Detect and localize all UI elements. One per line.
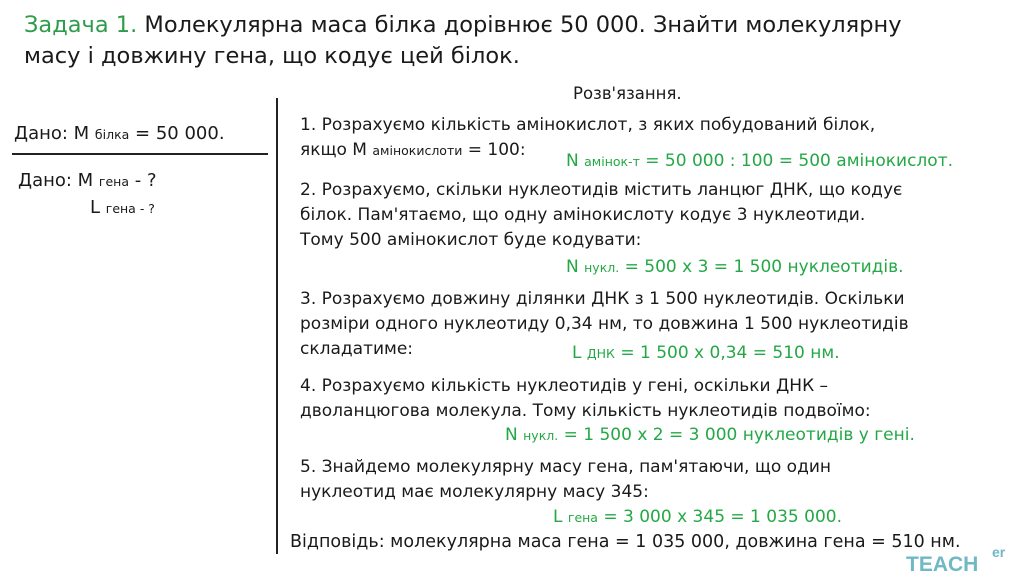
find-gene-length	[90, 197, 155, 218]
result-2	[566, 257, 904, 277]
step-3-line1: 3. Розрахуємо довжину ділянки ДНК з 1 500 нуклеотидів. Оскільки	[300, 289, 905, 309]
logo-graphic	[904, 544, 1018, 574]
step-5-line2: нуклеотид має молекулярну масу 345:	[300, 482, 649, 502]
result-4-prefix: N	[505, 425, 524, 445]
teacher-logo	[904, 544, 1018, 574]
task-label: Задача 1.	[24, 12, 138, 38]
find-subscript: гена	[98, 174, 130, 189]
find-length-prefix: L	[90, 197, 106, 218]
step-1-subscript: амінокислоти	[372, 143, 463, 158]
result-2-prefix: N	[566, 257, 585, 277]
step-4-line2: дволанцюгова молекула. Тому кількість нуклеотидів подвоїмо:	[300, 401, 871, 421]
step-2-line3: Тому 500 амінокислот буде кодувати:	[300, 230, 642, 250]
result-3	[572, 343, 840, 363]
step-4-line1: 4. Розрахуємо кількість нуклеотидів у гені, оскільки ДНК –	[300, 376, 829, 396]
given-protein-mass	[14, 123, 225, 144]
task-title-line2: масу і довжину гена, що кодує цей білок.	[24, 43, 520, 69]
find-length-subscript: гена - ?	[105, 201, 155, 216]
given-subscript: білка	[94, 127, 130, 142]
step-1-line1: 1. Розрахуємо кількість амінокислот, з яких побудований білок,	[300, 115, 876, 135]
task-title-line1: Молекулярна маса білка дорівнює 50 000. Знайти молекулярну	[144, 12, 902, 38]
result-5	[553, 507, 842, 527]
result-2-subscript: нукл.	[584, 260, 620, 275]
find-gene-mass	[18, 170, 157, 191]
step-2-line1: 2. Розрахуємо, скільки нуклеотидів містить ланцюг ДНК, що кодує	[300, 180, 903, 200]
step-4	[300, 374, 871, 424]
result-2-value: = 500 х 3 = 1 500 нуклеотидів.	[619, 257, 904, 277]
task-title	[24, 10, 902, 72]
step-1-prefix: якщо М	[300, 140, 373, 160]
step-5	[300, 455, 831, 505]
given-divider	[12, 153, 268, 155]
result-3-prefix: L	[572, 343, 587, 363]
result-1	[566, 151, 953, 171]
logo-text-main: TEACH	[906, 553, 979, 574]
result-4-subscript: нукл.	[523, 428, 559, 443]
step-2	[300, 178, 902, 253]
find-prefix: Дано: М	[18, 170, 99, 191]
given-value: = 50 000.	[129, 123, 225, 144]
result-3-value: = 1 500 х 0,34 = 510 нм.	[614, 343, 840, 363]
result-1-value: = 50 000 : 100 = 500 амінокислот.	[639, 151, 953, 171]
result-5-prefix: L	[553, 507, 568, 527]
result-5-subscript: гена	[567, 510, 598, 525]
step-3-line3: складатиме:	[300, 339, 414, 359]
given-prefix: Дано: М	[14, 123, 95, 144]
step-3-line2: розміри одного нуклеотиду 0,34 нм, то довжина 1 500 нуклеотидів	[300, 314, 909, 334]
result-1-subscript: амінок-т	[584, 154, 640, 169]
logo-text-sup: er	[992, 544, 1006, 560]
find-value: - ?	[129, 170, 157, 191]
step-1-value: = 100:	[462, 140, 526, 160]
result-4	[505, 425, 915, 445]
vertical-divider	[276, 98, 278, 554]
step-2-line2: білок. Пам'ятаємо, що одну амінокислоту кодує 3 нуклеотиди.	[300, 205, 866, 225]
solution-heading: Розв'язання.	[573, 84, 682, 103]
result-4-value: = 1 500 х 2 = 3 000 нуклеотидів у гені.	[558, 425, 915, 445]
result-5-value: = 3 000 х 345 = 1 035 000.	[597, 507, 842, 527]
result-1-prefix: N	[566, 151, 585, 171]
answer: Відповідь: молекулярна маса гена = 1 035 000, довжина гена = 510 нм.	[290, 532, 961, 552]
step-5-line1: 5. Знайдемо молекулярну масу гена, пам'ятаючи, що один	[300, 457, 831, 477]
result-3-subscript: ДНК	[586, 346, 615, 361]
